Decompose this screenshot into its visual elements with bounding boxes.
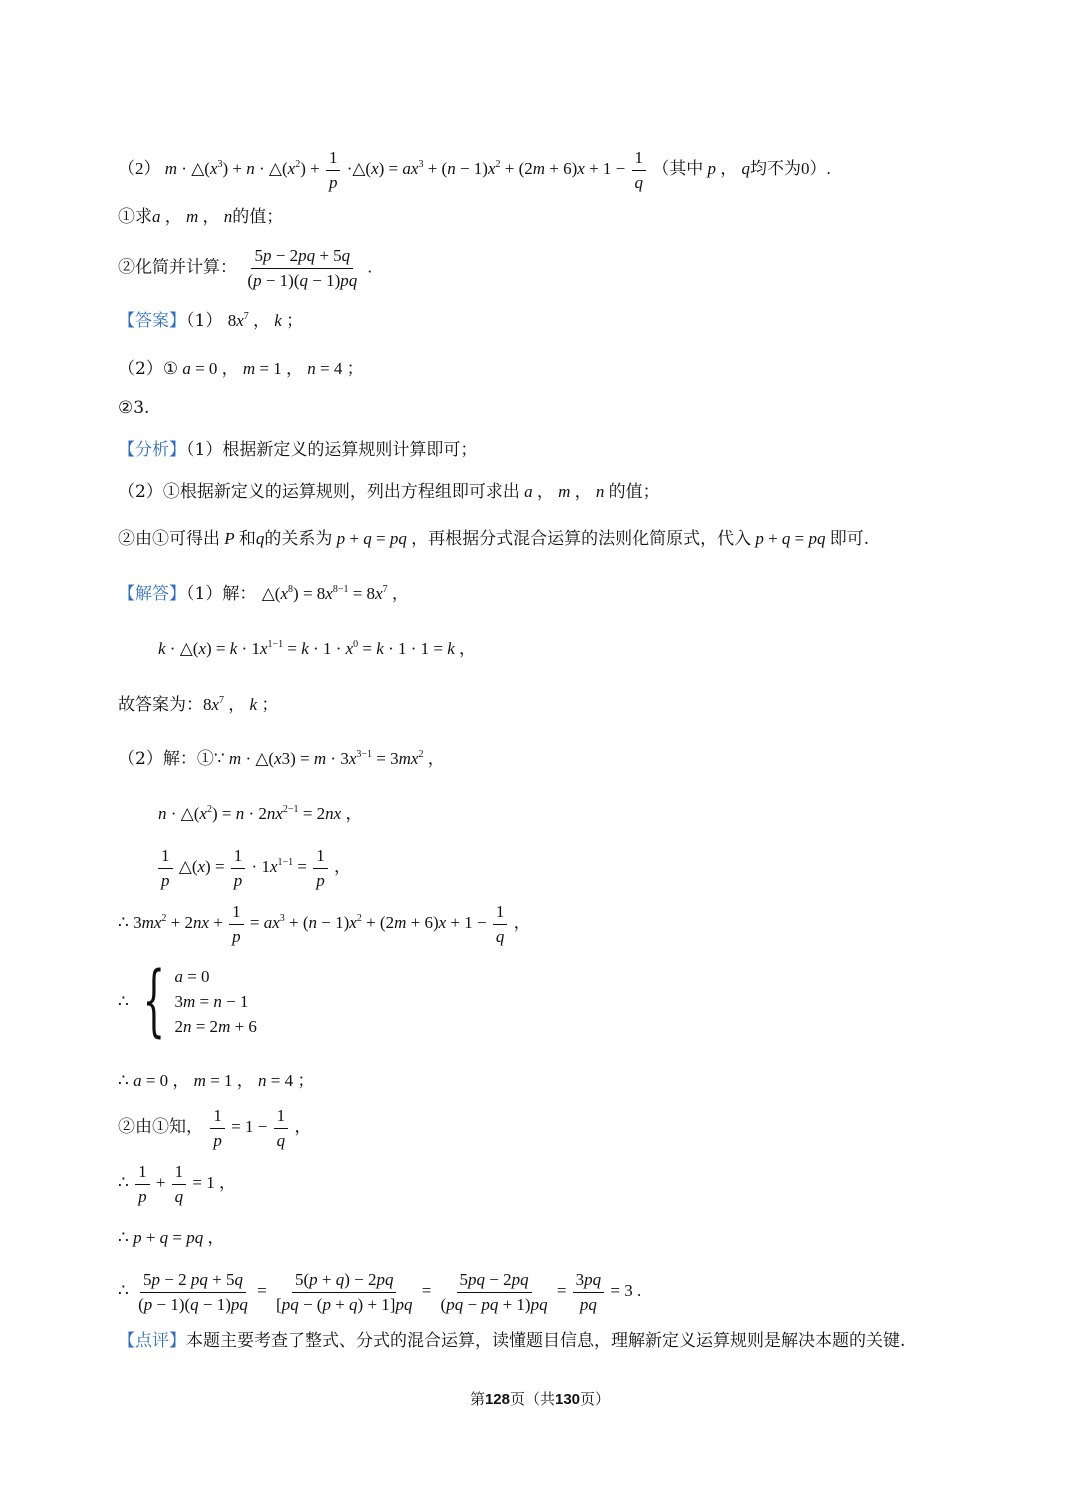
question-2-2: ②化简并计算： $\frac{5p - 2pq + 5q}{(p - 1)(q - 1)pq}$ . [118,246,372,290]
comment: 【点评】本题主要考查了整式、分式的混合运算，读懂题目信息，理解新定义运算规则是解决本题的关键. [118,1331,906,1351]
solution-2-step-2: $n \cdot \triangle(x^2) = n \cdot 2nx^{2-1} = 2nx$ ， [158,804,363,823]
page-footer: 第128页（共130页） [469,1390,611,1408]
analysis-3: ②由①可得出 P 和q的关系为 p + q = pq ，再根据分式混合运算的法则化简原式，代入 p + q = pq 即可. [118,529,870,549]
solution-2-2-step-4: ∴ $\frac{5p - 2 pq + 5q}{(p - 1)(q - 1)pq}$ = $\frac{5(p + q) - 2pq}{[pq - (p + q) + 1]pq}$ = $\frac{5pq - 2pq}{(pq - pq + 1)pq}$ = $\frac{3pq}{pq}$ = 3 . [118,1270,642,1314]
answer-1: 【答案】（1） $8x^7$ ， k ； [118,311,304,331]
solution-1: 【解答】（1）解： $\triangle(x^8) = 8x^{8-1} = 8x^7$ ， [118,584,409,604]
q2-label: （2） [118,158,161,178]
solution-2-values: ∴ a = 0 ， m = 1 ， n = 4 ； [118,1071,315,1090]
solution-1-result: 故答案为：$8x^7$ ， k ； [118,695,279,715]
solution-2-step-3: $\frac{1}{p}$ △(x) = $\frac{1}{p}$ · $1x^{1-1}$ = $\frac{1}{p}$ ， [156,846,351,890]
solution-tag: 【解答】 [118,584,186,604]
analysis-1: 【分析】（1）根据新定义的运算规则计算即可； [118,440,478,460]
analysis-2: （2）①根据新定义的运算规则，列出方程组即可求出 a ， m ， n 的值； [118,482,660,502]
fraction: $\frac{5p - 2pq + 5q}{(p - 1)(q - 1)pq}$ [247,246,358,290]
analysis-tag: 【分析】 [118,440,186,460]
solution-2-step-1: （2）解：①∵ m · △(x3) = $m \cdot 3x^{3-1} = 3mx^2$ ， [118,749,445,769]
answer-2-2: ②3. [118,398,150,418]
question-2-equation: （2） $m \cdot \triangle(x^3) + n$ · $\triangle(x^2)$ + $\frac{1}{p}$ ·△(x) = $ax^3 + (n - 1)x^2 + (2m + 6)x + 1$ − $\frac{1}{q}$ （其中 p ， q均不为0）. [118,148,831,192]
q2-note: （其中 [652,158,704,178]
solution-2-system: ∴ { a = 0 3m = n − 1 2n = 2m + 6 [118,956,257,1046]
answer-tag: 【答案】 [118,311,186,331]
comment-tag: 【点评】 [118,1331,186,1351]
solution-1-step: k · △(x) = $k \cdot 1x^{1-1} = k \cdot 1 \cdot x^0 = k \cdot 1 \cdot 1 = k$ ， [158,639,477,658]
question-2-1: ①求a ， m ， n的值； [118,207,284,227]
solution-2-step-4: ∴ $3mx^2 + 2nx$ + $\frac{1}{p}$ = $ax^3 + (n - 1)x^2 + (2m + 6)x + 1$ − $\frac{1}{q}$ ， [118,902,531,946]
solution-2-2-step-2: ∴ $\frac{1}{p}$ + $\frac{1}{q}$ = 1 ， [118,1162,237,1206]
solution-2-2-step-3: ∴ p + q = pq ， [118,1228,225,1247]
page-number: 128 [484,1391,510,1408]
total-pages: 130 [555,1391,581,1408]
answer-2: （2）① a = 0 ， m = 1 ， n = 4 ； [118,359,364,379]
fraction: $\frac{1}{p}$ [326,148,341,192]
solution-2-2-step-1: ②由①知， $\frac{1}{p}$ = 1 − $\frac{1}{q}$ ， [118,1106,312,1150]
fraction: $\frac{1}{q}$ [632,148,647,192]
